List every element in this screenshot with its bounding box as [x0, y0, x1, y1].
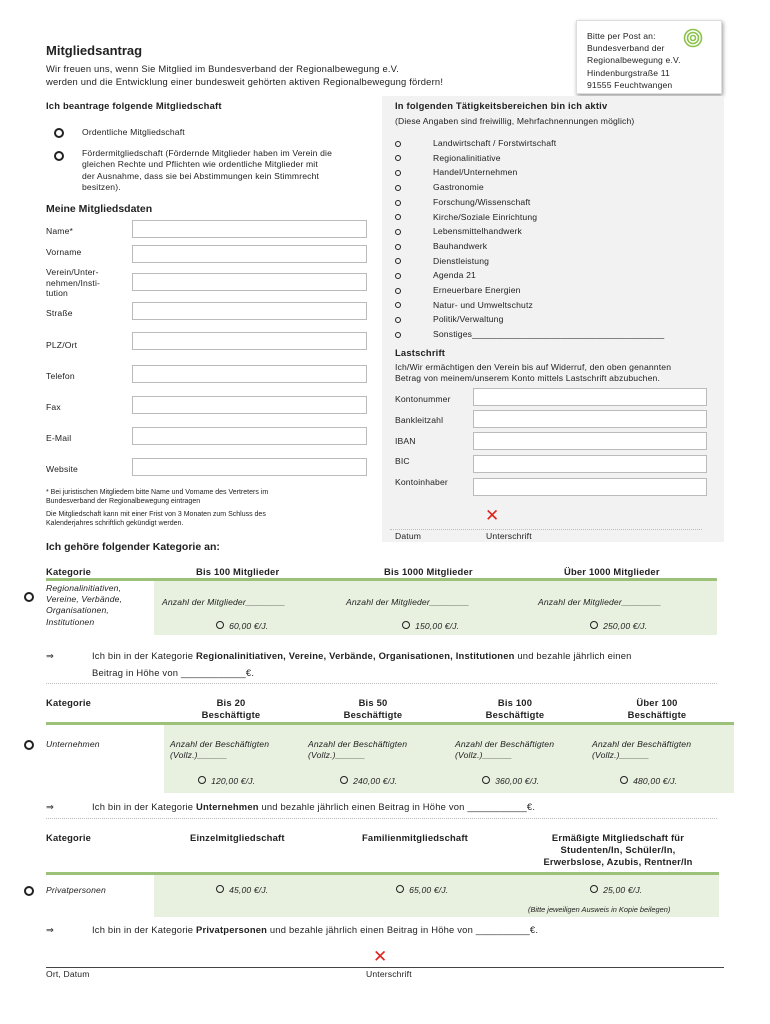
t3-header-einzel: Einzelmitgliedschaft [190, 832, 285, 843]
page-title: Mitgliedsantrag [46, 43, 143, 58]
price-radio-icon[interactable] [620, 776, 628, 784]
address-line: Bundesverband der [587, 43, 665, 54]
address-line: Regionalbewegung e.V. [587, 55, 681, 66]
activity-label: Agenda 21 [433, 270, 476, 281]
verein-input[interactable] [132, 273, 367, 291]
separator [46, 683, 717, 684]
t3-radio[interactable] [24, 886, 34, 896]
verein-label: tution [46, 288, 68, 298]
checkbox-circle-icon[interactable] [395, 229, 401, 235]
activity-item[interactable] [395, 224, 664, 239]
t1-header-kategorie: Kategorie [46, 566, 92, 577]
t3-header-ermaessigt: Studenten/In, Schüler/In, [560, 844, 676, 855]
footer-signature-x-icon: ✕ [373, 947, 388, 966]
footer-unterschrift: Unterschrift [366, 969, 412, 979]
address-line: 91555 Feuchtwangen [587, 79, 673, 90]
iban-input[interactable] [473, 432, 707, 450]
email-input[interactable] [132, 427, 367, 445]
t3-header-kategorie: Kategorie [46, 832, 92, 843]
t1-category-label: Institutionen [46, 616, 95, 627]
t2-staff-count[interactable]: (Vollz.)______ [455, 750, 513, 761]
t1-category-label: Regionalinitiativen, [46, 583, 122, 593]
t2-price: 120,00 €/J. [211, 776, 256, 786]
t3-price: 25,00 €/J. [603, 885, 643, 895]
t3-price: 65,00 €/J. [409, 885, 449, 895]
blz-input[interactable] [473, 410, 707, 428]
activity-item[interactable] [395, 268, 664, 283]
debit-text: Betrag von meinem/unserem Konto mittels Lastschrift abzubuchen. [395, 373, 661, 383]
blz-label: Bankleitzahl [395, 415, 444, 425]
checkbox-circle-icon[interactable] [395, 317, 401, 323]
t1-header-bis100: Bis 100 Mitglieder [196, 566, 280, 577]
t2-price: 240,00 €/J. [353, 776, 398, 786]
activity-label: Lebensmittelhandwerk [433, 226, 522, 237]
debit-heading: Lastschrift [395, 347, 446, 358]
t2-staff-count: Anzahl der Beschäftigten [455, 739, 555, 749]
personal-heading: Meine Mitgliedsdaten [46, 203, 153, 215]
t2-staff-count: Anzahl der Beschäftigten [308, 739, 408, 749]
t2-header-ueber100: Beschäftigte [627, 709, 687, 720]
foerder-label: Fördermitgliedschaft (Fördernde Mitglieder haben im Verein die [82, 148, 333, 158]
t2-staff-count[interactable]: (Vollz.)______ [308, 750, 366, 761]
debit-text: Ich/Wir ermächtigen den Verein bis auf Widerruf, den oben genannten [395, 362, 672, 372]
fax-label: Fax [46, 402, 61, 412]
t1-header-bis1000: Bis 1000 Mitglieder [384, 566, 473, 577]
price-radio-icon[interactable] [396, 885, 404, 893]
footnote: Bundesverband der Regionalbewegung eintragen [46, 497, 201, 505]
activity-item[interactable] [395, 165, 664, 180]
checkbox-circle-icon[interactable] [395, 170, 401, 176]
plz-input[interactable] [132, 332, 367, 350]
t2-header-kategorie: Kategorie [46, 697, 92, 708]
price-radio-icon[interactable] [216, 885, 224, 893]
activity-subheading: (Diese Angaben sind freiwillig, Mehrfachnennungen möglich) [395, 116, 635, 126]
t1-member-count[interactable]: Anzahl der Mitglieder________ [162, 597, 286, 607]
t2-staff-count[interactable]: (Vollz.)______ [592, 750, 650, 761]
bic-input[interactable] [473, 455, 707, 473]
activity-label: Forschung/Wissenschaft [433, 196, 531, 207]
t3-statement: Ich bin in der Kategorie Privatpersonen und bezahle jährlich einen Beitrag in Höhe von __________€. [92, 924, 539, 935]
t3-header-ermaessigt: Erwerbslose, Azubis, Rentner/In [543, 856, 693, 867]
address-box [576, 20, 722, 94]
verein-label: Verein/Unter- [46, 267, 99, 277]
name-input[interactable] [132, 220, 367, 238]
checkbox-circle-icon[interactable] [395, 155, 401, 161]
activity-item[interactable] [395, 312, 664, 327]
t1-statement-line2: Beitrag in Höhe von ____________€. [92, 667, 255, 678]
activity-item[interactable] [395, 210, 664, 225]
separator [46, 818, 717, 819]
footer-ort-datum: Ort, Datum [46, 969, 90, 979]
cancellation-note: Kalenderjahres schriftlich gekündigt werden. [46, 519, 184, 527]
price-radio-icon[interactable] [198, 776, 206, 784]
activity-heading: In folgenden Tätigkeitsbereichen bin ich aktiv [395, 100, 608, 111]
checkbox-circle-icon[interactable] [395, 244, 401, 250]
price-radio-icon[interactable] [402, 621, 410, 629]
t1-statement: Ich bin in der Kategorie Regionalinitiativen, Vereine, Verbände, Organisationen, Institutionen und bezahle jährlich einen [92, 650, 632, 661]
cancellation-note: Die Mitgliedschaft kann mit einer Frist von 3 Monaten zum Schluss des [46, 511, 266, 518]
t2-staff-count: Anzahl der Beschäftigten [592, 739, 692, 749]
fax-input[interactable] [132, 396, 367, 414]
footnote: * Bei juristischen Mitgliedern bitte Name und Vorname des Vertreters im [46, 489, 269, 496]
vorname-label: Vorname [46, 247, 82, 257]
activity-label: Politik/Verwaltung [433, 314, 504, 325]
t3-header-ermaessigt: Ermäßigte Mitgliedschaft für [551, 832, 685, 843]
activity-item[interactable] [395, 180, 664, 195]
price-radio-icon[interactable] [340, 776, 348, 784]
activity-label: Kirche/Soziale Einrichtung [433, 211, 538, 222]
t3-category-label: Privatpersonen [46, 885, 106, 895]
intro-text: Wir freuen uns, wenn Sie Mitglied im Bundesverband der Regionalbewegung e.V. [46, 63, 400, 74]
inhaber-label: Kontoinhaber [395, 477, 448, 487]
activity-label: Sonstiges_______________________________________ [433, 329, 665, 340]
t2-statement: Ich bin in der Kategorie Unternehmen und bezahle jährlich einen Beitrag in Höhe von ___________€. [92, 801, 536, 812]
verein-label: nehmen/Insti- [46, 277, 101, 288]
t2-header-bis100: Bis 100 [497, 697, 533, 708]
checkbox-circle-icon[interactable] [395, 332, 401, 338]
t2-header-bis50: Bis 50 [358, 697, 388, 708]
website-input[interactable] [132, 458, 367, 476]
arrow-icon: ⇒ [46, 924, 55, 935]
email-label: E-Mail [46, 433, 72, 443]
checkbox-circle-icon[interactable] [395, 200, 401, 206]
t1-category-label: Organisationen, [46, 605, 109, 616]
checkbox-circle-icon[interactable] [395, 185, 401, 191]
arrow-icon: ⇒ [46, 801, 55, 812]
spiral-logo-icon [683, 28, 703, 48]
intro-text: werden und die Entwicklung einer bundesweit gehörten aktiven Regionalbewegung fördern! [46, 76, 444, 87]
activity-item[interactable] [395, 151, 664, 166]
ordentlich-label: Ordentliche Mitgliedschaft [82, 127, 185, 137]
activity-label: Gastronomie [433, 182, 484, 193]
checkbox-circle-icon[interactable] [395, 288, 401, 294]
t2-price: 480,00 €/J. [633, 776, 678, 786]
t1-member-count[interactable]: Anzahl der Mitglieder________ [538, 597, 662, 607]
signature-x-icon: ✕ [485, 506, 500, 525]
price-radio-icon[interactable] [216, 621, 224, 629]
activity-item[interactable] [395, 283, 664, 298]
membership-heading: Ich beantrage folgende Mitgliedschaft [46, 100, 222, 111]
t1-member-count[interactable]: Anzahl der Mitglieder________ [346, 597, 470, 607]
t2-header-bis20: Beschäftigte [201, 709, 261, 720]
signature-line [390, 529, 702, 530]
activity-item[interactable] [395, 254, 664, 269]
t1-price: 150,00 €/J. [415, 621, 460, 631]
address-line: Bitte per Post an: [587, 31, 656, 41]
plz-label: PLZ/Ort [46, 340, 78, 350]
t2-header-bis100: Beschäftigte [485, 709, 545, 720]
inhaber-input[interactable] [473, 478, 707, 496]
t2-category-label: Unternehmen [46, 739, 100, 749]
datum-label: Datum [395, 531, 422, 541]
telefon-input[interactable] [132, 365, 367, 383]
activity-label: Handel/Unternehmen [433, 167, 518, 178]
footer-line [46, 967, 724, 968]
activity-item[interactable] [395, 239, 664, 254]
price-radio-icon[interactable] [590, 885, 598, 893]
t3-header-familie: Familienmitgliedschaft [362, 832, 468, 843]
activity-item[interactable] [395, 298, 664, 313]
iban-label: IBAN [395, 436, 416, 446]
t2-staff-count: Anzahl der Beschäftigten [170, 739, 270, 749]
price-radio-icon[interactable] [590, 621, 598, 629]
category-heading: Ich gehöre folgender Kategorie an: [46, 541, 220, 553]
strasse-input[interactable] [132, 302, 367, 320]
ordentlich-radio[interactable] [54, 128, 64, 138]
foerder-label: der Ausnahme, dass sie bei Abstimmungen kein Stimmrecht [82, 170, 320, 181]
vorname-input[interactable] [132, 245, 367, 263]
foerder-label: gleichen Rechte und Pflichten wie ordentliche Mitglieder mit [82, 159, 318, 170]
t3-price: 45,00 €/J. [229, 885, 269, 895]
checkbox-circle-icon[interactable] [395, 141, 401, 147]
unterschrift-label: Unterschrift [486, 531, 532, 541]
activity-item[interactable] [395, 195, 664, 210]
activity-label: Natur- und Umweltschutz [433, 299, 533, 310]
t2-radio[interactable] [24, 740, 34, 750]
t2-header-bis20: Bis 20 [216, 697, 246, 708]
foerder-radio[interactable] [54, 151, 64, 161]
t1-radio[interactable] [24, 592, 34, 602]
address-line: Hindenburgstraße 11 [587, 67, 670, 78]
arrow-icon: ⇒ [46, 650, 55, 661]
activity-item[interactable] [395, 327, 664, 342]
foerder-label: besitzen). [82, 182, 121, 193]
activity-label: Regionalinitiative [433, 152, 501, 163]
bic-label: BIC [395, 456, 410, 466]
name-label: Name* [46, 226, 74, 236]
activity-list [395, 136, 664, 342]
checkbox-circle-icon[interactable] [395, 302, 401, 308]
checkbox-circle-icon[interactable] [395, 273, 401, 279]
price-radio-icon[interactable] [482, 776, 490, 784]
konto-label: Kontonummer [395, 394, 451, 404]
t2-staff-count[interactable]: (Vollz.)______ [170, 750, 228, 761]
checkbox-circle-icon[interactable] [395, 258, 401, 264]
konto-input[interactable] [473, 388, 707, 406]
t1-category-label: Vereine, Verbände, [46, 594, 123, 605]
activity-label: Dienstleistung [433, 255, 490, 266]
t1-price: 60,00 €/J. [229, 621, 269, 631]
t2-header-ueber100: Über 100 [636, 697, 678, 708]
strasse-label: Straße [46, 308, 73, 318]
t1-price: 250,00 €/J. [603, 621, 648, 631]
activity-label: Landwirtschaft / Forstwirtschaft [433, 138, 557, 148]
t2-header-bis50: Beschäftigte [343, 709, 403, 720]
t3-note: (Bitte jeweiligen Ausweis in Kopie beilegen) [528, 905, 671, 914]
website-label: Website [46, 464, 78, 474]
activity-item[interactable] [395, 136, 664, 151]
telefon-label: Telefon [46, 371, 75, 381]
activity-label: Erneuerbare Energien [433, 285, 521, 296]
t1-header-ueber1000: Über 1000 Mitglieder [564, 566, 660, 577]
activity-label: Bauhandwerk [433, 240, 488, 251]
t2-price: 360,00 €/J. [495, 776, 540, 786]
checkbox-circle-icon[interactable] [395, 214, 401, 220]
